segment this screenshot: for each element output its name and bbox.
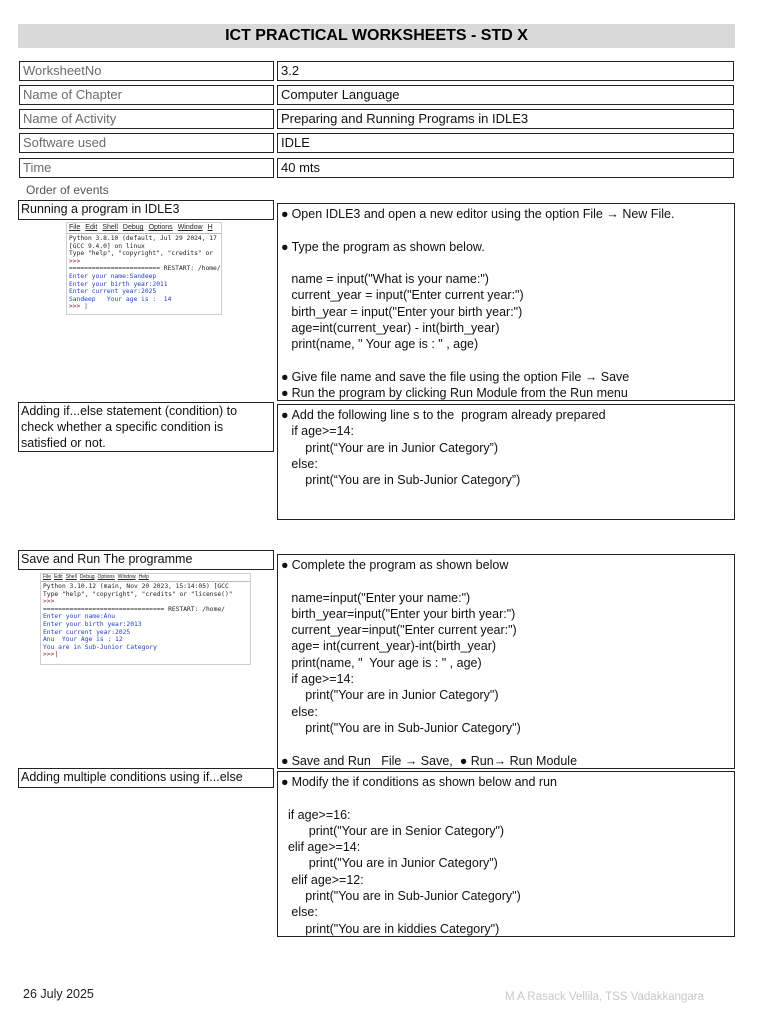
shell-line: Enter your name:Sandeep xyxy=(69,272,157,280)
shell-line: Anu Your Age is : 12 xyxy=(43,636,123,644)
info-value-software: IDLE xyxy=(277,133,734,153)
blank-line xyxy=(281,573,731,589)
code-line: else: xyxy=(281,456,318,471)
idle-shell-screenshot-2 xyxy=(40,573,251,665)
menu-help: H xyxy=(207,224,213,231)
code-line: birth_year = input("Enter your birth year:") xyxy=(281,304,523,319)
code-line: else: xyxy=(281,704,318,719)
code-line: print(“Your are in Junior Category”) xyxy=(281,440,498,455)
code-line: birth_year=input("Enter your birth year:") xyxy=(281,606,516,621)
info-label-worksheet-no: WorksheetNo xyxy=(19,61,274,81)
order-of-events-label: Order of events xyxy=(26,183,109,197)
code-line: print(“You are in Sub-Junior Category”) xyxy=(281,473,521,488)
bullet-icon: ● xyxy=(281,369,289,384)
code-line: name = input("What is your name:") xyxy=(281,272,489,287)
code-line: elif age>=12: xyxy=(281,872,364,887)
instruction-line: ● Open IDLE3 and open a new editor using the option File → New File. xyxy=(281,207,675,221)
menu-edit: Edit xyxy=(54,574,63,580)
shell-line: Enter current year:2025 xyxy=(69,288,157,296)
code-line: name=input("Enter your name:") xyxy=(281,590,471,605)
shell-line: ======================== RESTART: /home/ xyxy=(69,265,221,273)
shell-line: Python 3.10.12 (main, Nov 20 2023, 15:14:05) [GCC xyxy=(43,583,229,590)
section-label-save-run: Save and Run The programme xyxy=(18,550,274,570)
blank-line xyxy=(281,790,731,806)
menu-shell: Shell xyxy=(65,574,77,580)
idle-menu-bar xyxy=(41,574,250,582)
info-label-software: Software used xyxy=(19,133,274,153)
section-label-if-else: Adding if...else statement (condition) to check whether a specific condition is satisfied or not. xyxy=(18,402,274,452)
blank-line xyxy=(281,353,731,369)
shell-line: [GCC 9.4.0] on linux xyxy=(69,242,145,250)
bullet-icon: ● xyxy=(281,386,289,401)
code-line: print("You are in Sub-Junior Category") xyxy=(281,889,521,904)
code-line: print(name, " Your age is : " , age) xyxy=(281,655,482,670)
code-line: age= int(current_year)-int(birth_year) xyxy=(281,639,497,654)
menu-file: File xyxy=(69,224,81,231)
menu-window: Window xyxy=(177,224,203,231)
instruction-line: ● Add the following line s to the program already prepared xyxy=(281,408,606,422)
code-line: else: xyxy=(281,905,318,920)
shell-line: Type "help", "copyright", "credits" or "license()" xyxy=(43,590,233,598)
info-value-worksheet-no: 3.2 xyxy=(277,61,734,81)
instruction-line: ● Complete the program as shown below xyxy=(281,558,509,572)
worksheet-title: ICT PRACTICAL WORKSHEETS - STD X xyxy=(18,24,735,48)
shell-line: Sandeep Your age is : 14 xyxy=(69,295,172,303)
code-line: elif age>=14: xyxy=(281,840,361,855)
bullet-icon: ● xyxy=(281,408,289,422)
menu-shell: Shell xyxy=(102,224,118,231)
section-label-multiple-conditions: Adding multiple conditions using if...else xyxy=(18,768,274,788)
footer-credit: M A Rasack Vellila, TSS Vadakkangara xyxy=(505,991,705,1003)
menu-help: Help xyxy=(138,574,149,580)
code-line: if age>=14: xyxy=(281,672,354,687)
section-box-running-program xyxy=(277,203,735,401)
shell-line: Enter current year:2025 xyxy=(43,628,131,636)
code-line: if age>=16: xyxy=(281,807,351,822)
blank-line xyxy=(281,222,731,238)
menu-debug: Debug xyxy=(79,574,95,580)
code-line: print("You are in kiddies Category") xyxy=(281,921,500,936)
code-line: print("Your are in Senior Category") xyxy=(281,823,505,838)
info-value-time: 40 mts xyxy=(277,158,734,178)
blank-line xyxy=(281,736,731,752)
shell-line: ================================ RESTART: /home/ xyxy=(43,605,225,613)
shell-line: >>> | xyxy=(69,303,88,311)
bullet-icon: ● xyxy=(281,558,289,572)
bullet-icon: ● xyxy=(281,207,289,221)
code-line: print("You are in Sub-Junior Category") xyxy=(281,720,521,735)
code-line: current_year = input("Enter current year:") xyxy=(281,288,524,303)
code-line: age=int(current_year) - int(birth_year) xyxy=(281,321,500,336)
idle-shell-screenshot-1 xyxy=(66,222,222,315)
instruction-line: ● Type the program as shown below. xyxy=(281,239,485,254)
blank-line xyxy=(281,255,731,271)
shell-line: Type "help", "copyright", "credits" or xyxy=(69,250,214,258)
idle-menu-bar xyxy=(67,223,221,234)
shell-line: >>>| xyxy=(43,651,59,659)
instruction-line: ● Give file name and save the file using the option File → Save xyxy=(281,369,630,384)
shell-line: Python 3.8.10 (default, Jul 29 2024, 17 xyxy=(69,235,217,242)
code-line: print(name, " Your age is : " , age) xyxy=(281,337,479,352)
section-box-if-else xyxy=(277,404,735,520)
menu-options: Options xyxy=(148,224,173,231)
section-box-multiple-conditions xyxy=(277,771,735,937)
shell-line: >>> xyxy=(69,257,81,265)
code-line: if age>=14: xyxy=(281,424,354,439)
footer-date: 26 July 2025 xyxy=(23,987,94,1001)
shell-line: You are in Sub-Junior Category xyxy=(43,643,157,651)
instruction-line: ● Modify the if conditions as shown below and run xyxy=(281,775,557,789)
shell-line: Enter your birth year:2013 xyxy=(43,620,142,628)
bullet-icon: ● xyxy=(281,753,289,768)
shell-line: >>> xyxy=(43,598,55,606)
menu-debug: Debug xyxy=(122,224,144,231)
menu-edit: Edit xyxy=(85,224,98,231)
code-line: current_year=input("Enter current year:") xyxy=(281,623,517,638)
info-label-activity: Name of Activity xyxy=(19,109,274,129)
menu-window: Window xyxy=(117,574,136,580)
section-box-save-run xyxy=(277,554,735,769)
shell-line: Enter your name:Anu xyxy=(43,613,116,621)
menu-file: File xyxy=(43,574,52,580)
code-line: print("You are in Junior Category") xyxy=(281,856,498,871)
shell-line: Enter your birth year:2011 xyxy=(69,280,168,288)
instruction-line: ● Save and Run File → Save, ● Run→ Run Module xyxy=(281,753,578,768)
instruction-line: ● Run the program by clicking Run Module from the Run menu xyxy=(281,386,628,401)
info-label-chapter: Name of Chapter xyxy=(19,85,274,105)
info-value-activity: Preparing and Running Programs in IDLE3 xyxy=(277,109,734,129)
bullet-icon: ● xyxy=(281,239,289,254)
info-label-time: Time xyxy=(19,158,274,178)
code-line: print("Your are in Junior Category") xyxy=(281,688,499,703)
section-label-running-program: Running a program in IDLE3 xyxy=(18,200,274,220)
menu-options: Options xyxy=(97,574,115,580)
bullet-icon: ● xyxy=(281,775,289,789)
info-value-chapter: Computer Language xyxy=(277,85,734,105)
